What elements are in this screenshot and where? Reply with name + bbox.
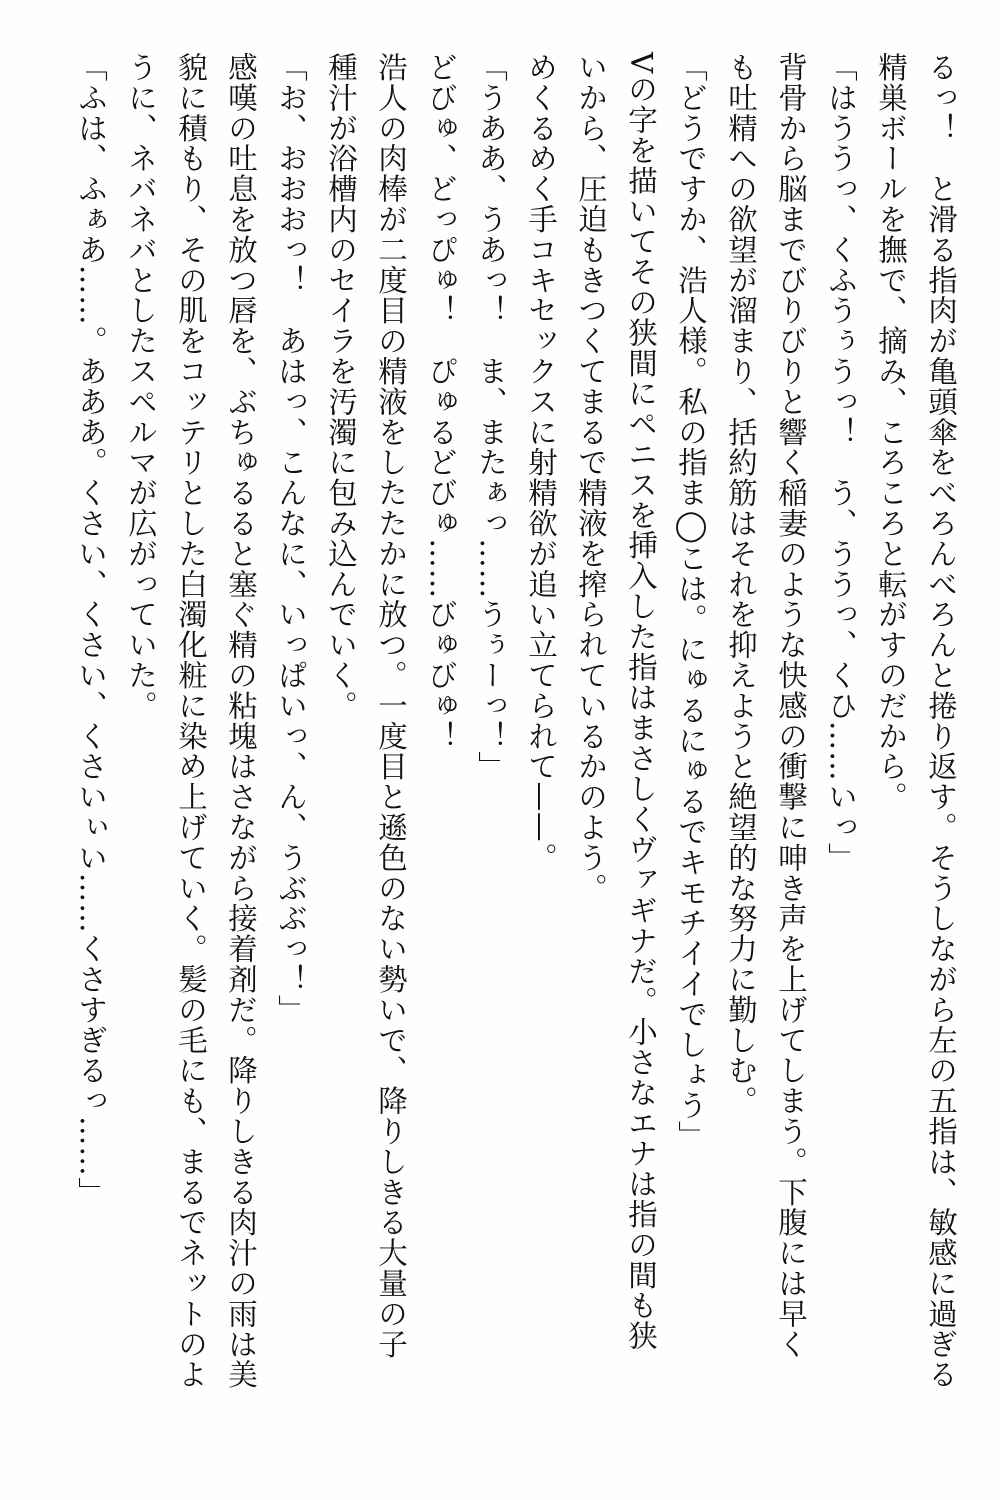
text-line: いから、圧迫もきつくてまるで精液を搾られているかのよう。 — [574, 52, 608, 904]
text-line: 「お、おおおっ！ あはっ、こんなに、いっぱいっ、ん、うぶぶっ！」 — [274, 52, 308, 1025]
text-line: も吐精への欲望が溜まり、括約筋はそれを抑えようと絶望的な努力に勤しむ。 — [724, 52, 758, 1116]
text-line: 「うああ、うあっ！ ま、またぁっ……うぅーっ！」 — [474, 52, 508, 782]
vertical-text-body — [66, 52, 966, 1452]
text-line: 貌に積もり、その肌をコッテリとした白濁化粧に染め上げていく。髪の毛にも、まるでネットのよ — [174, 52, 208, 1390]
text-line: 「どうですか、浩人様。私の指ま◯こは。にゅるにゅるでキモチイイでしょう」 — [674, 52, 708, 1151]
text-line: 浩人の肉棒が二度目の精液をしたたかに放つ。一度目と遜色のない勢いで、降りしきる大量の子 — [374, 52, 408, 1360]
text-line: うに、ネバネバとしたスペルマが広がっていた。 — [124, 52, 158, 721]
text-line: めくるめく手コキセックスに射精欲が追い立てられて——。 — [524, 52, 558, 873]
text-line: Vの字を描いてその狭間にペニスを挿入した指はまさしくヴァギナだ。小さなエナは指の間も狭 — [624, 52, 658, 1352]
text-line: 「はううっ、くふうぅうっ！ う、ううっ、くひ……いっ」 — [824, 52, 858, 873]
text-line: るっ！ と滑る指肉が亀頭傘をべろんべろんと捲り返す。そうしながら左の五指は、敏感に過ぎる — [924, 52, 958, 1390]
text-line: 背骨から脳までびりびりと響く稲妻のような快感の衝撃に呻き声を上げてしまう。下腹には早く — [774, 52, 808, 1360]
text-line: 「ふは、ふぁあ……。あああ。くさい、くさい、くさいぃい……くさすぎるっ……」 — [74, 52, 108, 1208]
text-line: どびゅ、どっぴゅ！ ぴゅるどびゅ……びゅびゅ！ — [424, 52, 458, 752]
text-line: 種汁が浴槽内のセイラを汚濁に包み込んでいく。 — [324, 52, 358, 721]
text-line: 感嘆の吐息を放つ唇を、ぶちゅるると塞ぐ精の粘塊はさながら接着剤だ。降りしきる肉汁の雨は美 — [224, 52, 258, 1390]
text-line: 精巣ボールを撫で、摘み、ころころと転がすのだから。 — [874, 52, 908, 812]
